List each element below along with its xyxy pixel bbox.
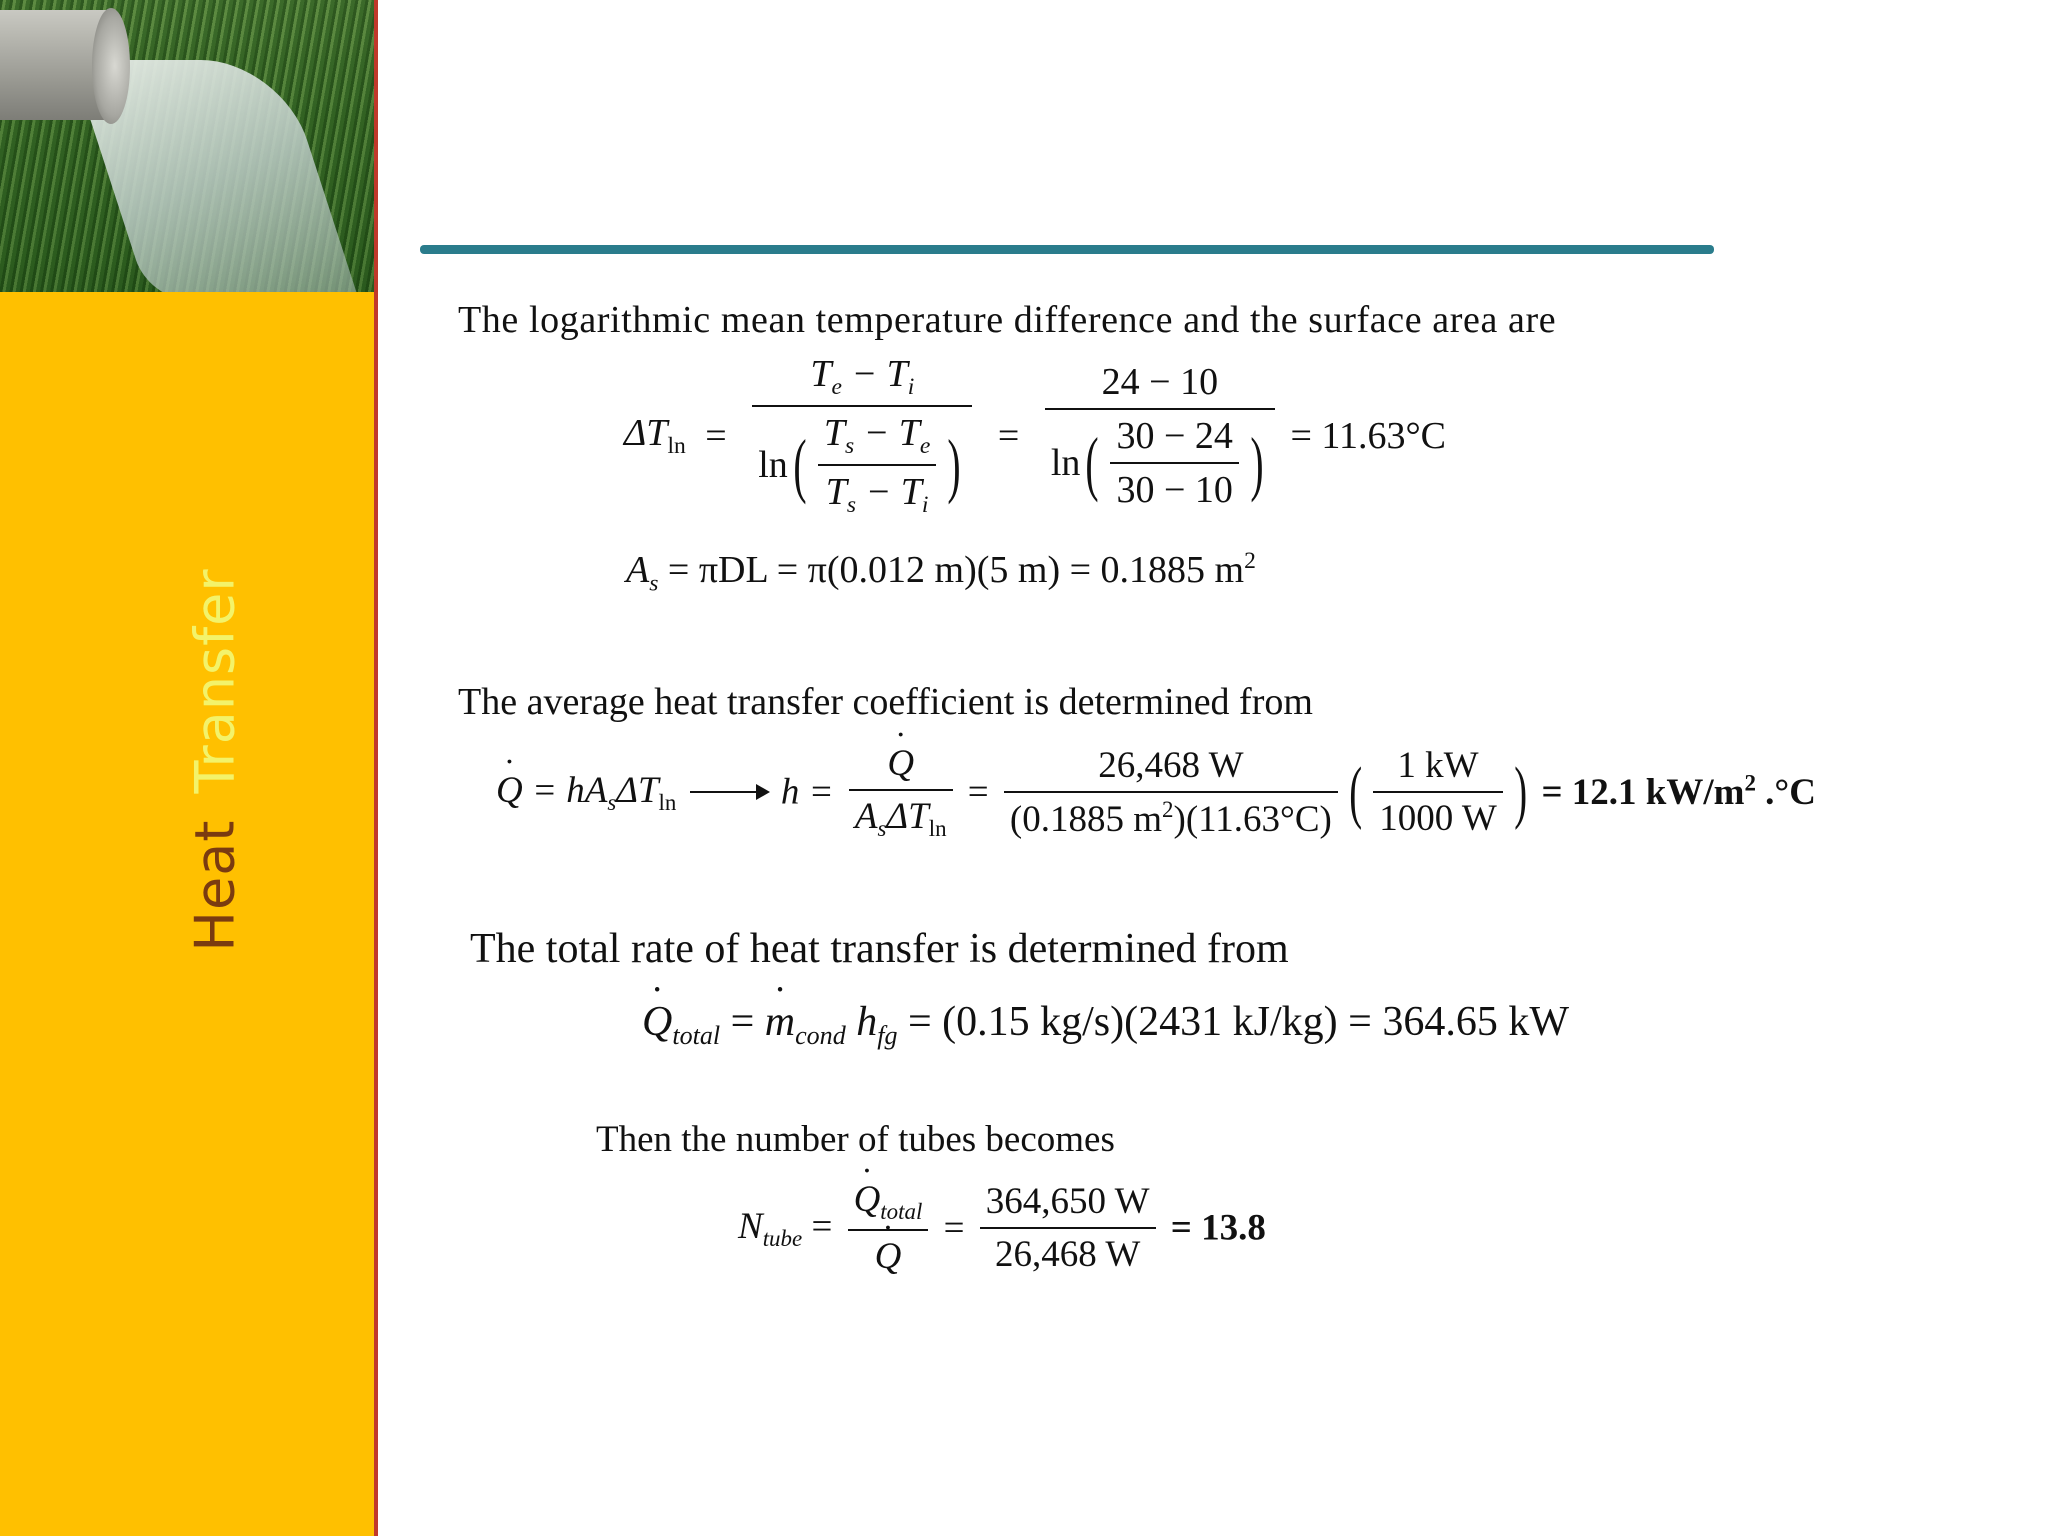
equation-lmtd: $\Delta T_{ln}$ = $T_e - T_i$ ln( $\frac{T_s - T_e}{T_s - T_i}$ ) = 24 − 10 ln( $\frac{30 - 24}{30 - 10}$ ) = 11.63°C <box>624 353 1446 519</box>
h-result: = 12.1 $kW/m^2$ .°C <box>1541 770 1816 813</box>
h-fraction-symbolic: ˙ $\frac{Q}{A_s\Delta T_{ln}}$ <box>849 742 953 842</box>
equation-h: ˙ $Q = hA_s\Delta T_{ln}$ h = ˙ $\frac{Q}{A_s\Delta T_{ln}}$ = $\frac{26,468 W}{(0.1885 m^2)(11.63^\circ C)}$ ( $\frac{1 kW}{1000 W}$ ) = 12.1 $kW/m^2$ .°C <box>496 742 1816 842</box>
pipe-rim <box>92 8 130 124</box>
lmtd-fraction-symbolic: $T_e - T_i$ ln( $\frac{T_s - T_e}{T_s - T_i}$ ) <box>752 352 972 520</box>
sidebar-title-word2: Transfer <box>183 568 247 794</box>
lmtd-result: = 11.63°C <box>1290 414 1446 457</box>
arrow-icon <box>690 791 768 793</box>
equation-ntube: $N_{tube}$ = ˙ $Q_{total}$ ˙ Q = $\frac{364,650 W}{26,468 W}$ = 13.8 <box>738 1178 1266 1278</box>
n-intro-text: Then the number of tubes becomes <box>596 1119 1115 1160</box>
ntube-result: = 13.8 <box>1170 1207 1266 1249</box>
ntube-fraction-numeric: $\frac{364,650 W}{26,468 W}$ <box>980 1180 1156 1276</box>
sidebar <box>0 0 378 1536</box>
equation-area: $A_s = \pi DL = \pi(0.012$ m)(5 m) = 0.1885 $m^2$ <box>626 548 1256 597</box>
unit-conversion-fraction: $\frac{1 kW}{1000 W}$ <box>1373 744 1503 840</box>
ntube-fraction-symbolic: ˙ $Q_{total}$ ˙ Q <box>848 1178 929 1278</box>
sidebar-title-word1: Heat <box>183 819 247 952</box>
lmtd-intro-text: The logarithmic mean temperature difference and the surface area are <box>458 299 1557 341</box>
h-intro-text: The average heat transfer coefficient is determined from <box>458 681 1313 723</box>
pipe-photo <box>0 0 378 292</box>
sidebar-title <box>184 568 247 951</box>
h-fraction-numeric: $\frac{26,468 W}{(0.1885 m^2)(11.63^\circ C)}$ <box>1004 744 1338 841</box>
header-rule <box>420 245 1714 254</box>
lmtd-fraction-numeric: 24 − 10 ln( $\frac{30 - 24}{30 - 10}$ ) <box>1045 360 1275 512</box>
q-intro-text: The total rate of heat transfer is determined from <box>470 926 1289 972</box>
equation-qtotal: ˙ $Q_{total}$ = ˙ $m_{cond}$ $h_{fg} = (0.15$ kg/s)(2431 kJ/kg) = 364.65 kW <box>642 998 1569 1051</box>
